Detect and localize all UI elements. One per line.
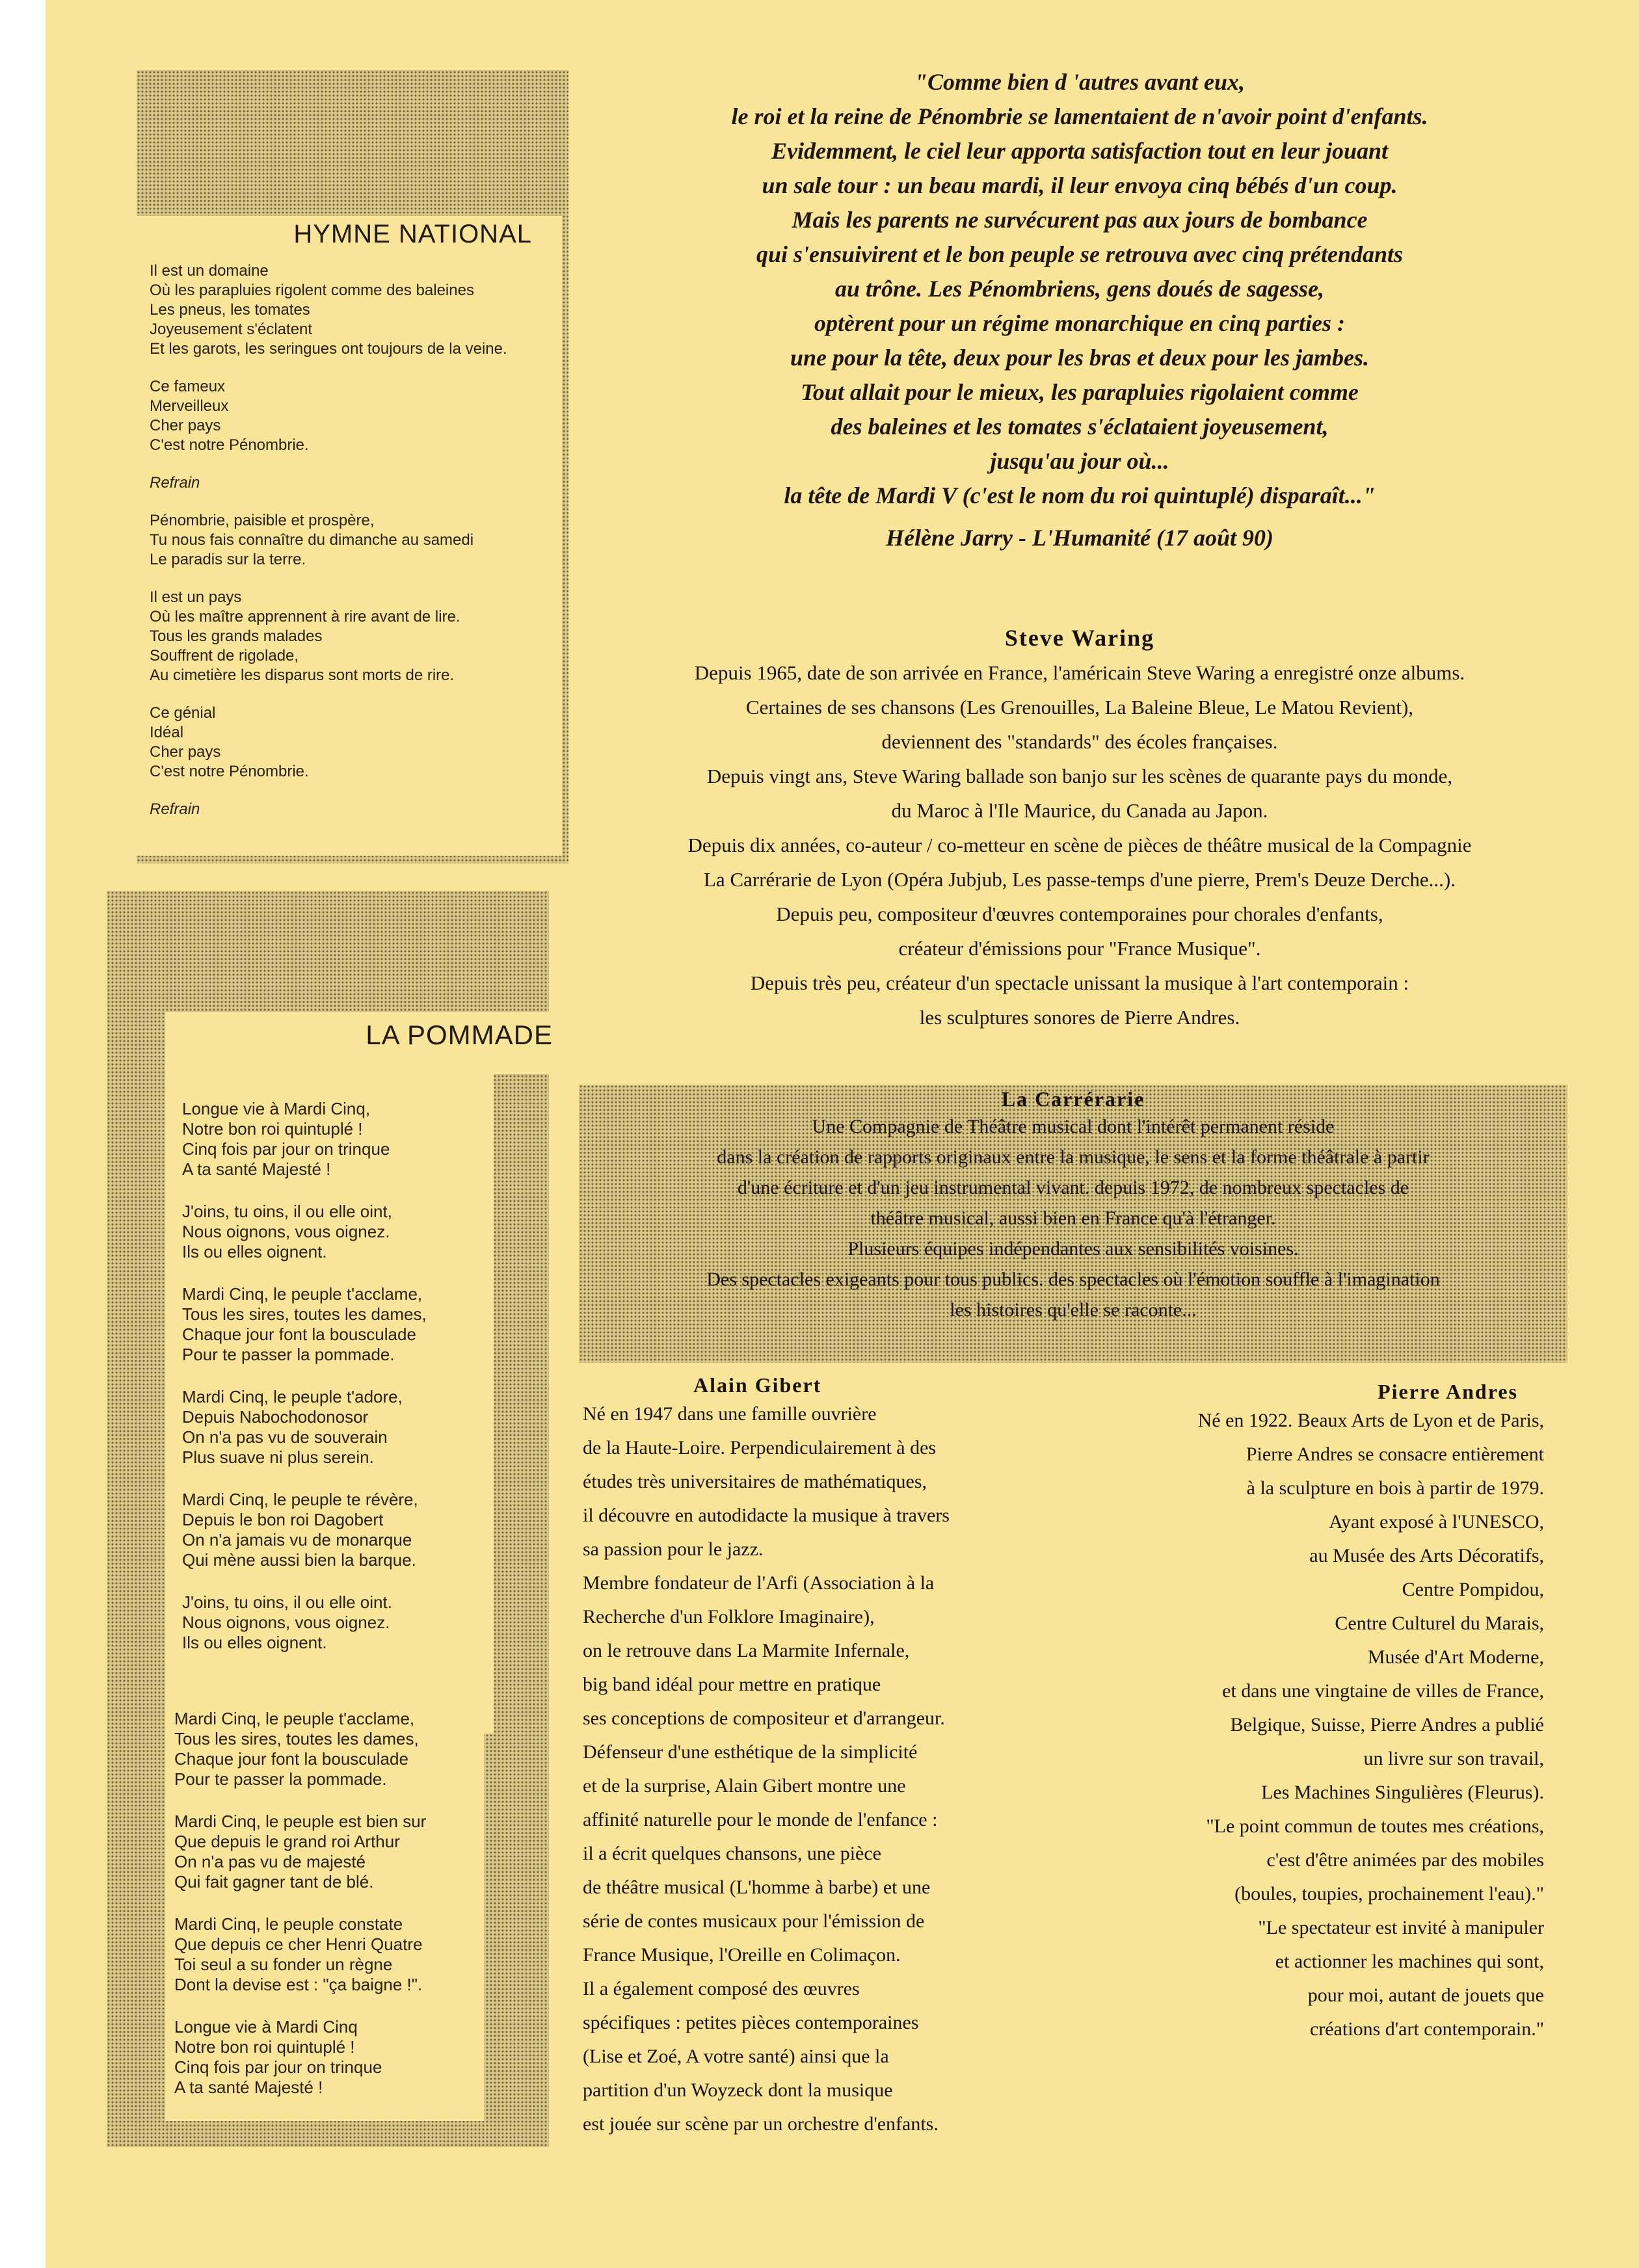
bio-line: Depuis très peu, créateur d'un spectacle unissant la musique à l'art contemporain : (750, 971, 1409, 994)
bio-line: Membre fondateur de l'Arfi (Association à la (583, 1572, 935, 1594)
lyric-line: Que depuis le grand roi Arthur (174, 1832, 400, 1851)
quote-line: au trône. Les Pénombriens, gens doués de sagesse, (834, 276, 1324, 302)
bio-line: Ayant exposé à l'UNESCO, (1329, 1511, 1544, 1533)
lyric-line: Cher pays (150, 417, 221, 434)
bio-line: série de contes musicaux pour l'émission de (583, 1910, 925, 1932)
bio-line: il a écrit quelques chansons, une pièce (583, 1843, 881, 1864)
quote-line: le roi et la reine de Pénombrie se lamentaient de n'avoir point d'enfants. (731, 103, 1428, 129)
bio-line: Né en 1922. Beaux Arts de Lyon et de Paris, (1197, 1410, 1544, 1431)
bio-line: Une Compagnie de Théâtre musical dont l'intérêt permanent réside (812, 1116, 1335, 1137)
bio-line: Depuis peu, compositeur d'œuvres contemporaines pour chorales d'enfants, (776, 903, 1383, 925)
gibert-section (583, 1373, 1077, 2141)
lyric-line: C'est notre Pénombrie. (150, 436, 309, 454)
bio-line: Défenseur d'une esthétique de la simplicité (583, 1741, 918, 1763)
stanza (182, 1099, 488, 1180)
stanza (150, 377, 566, 455)
stanza (150, 588, 566, 685)
bio-line: il découvre en autodidacte la musique à travers (583, 1505, 950, 1526)
bio-line: Né en 1947 dans une famille ouvrière (583, 1403, 877, 1425)
bio-line: du Maroc à l'Ile Maurice, du Canada au Japon. (891, 799, 1268, 822)
bio-line: on le retrouve dans La Marmite Infernale, (583, 1640, 910, 1661)
carrerarie-text (579, 1111, 1567, 1325)
bio-line: créateur d'émissions pour "France Musique". (898, 937, 1261, 960)
bio-line: Musée d'Art Moderne, (1367, 1646, 1544, 1668)
lyric-line: Et les garots, les seringues ont toujours de la veine. (150, 340, 507, 358)
bio-line: Centre Pompidou, (1402, 1579, 1544, 1600)
waring-title: Steve Waring (1004, 625, 1155, 651)
lyric-line: Tu nous fais connaître du dimanche au samedi (150, 531, 474, 549)
lyric-line: Il est un pays (150, 588, 242, 606)
hymne-stanzas-a (150, 261, 566, 455)
lyric-line: J'oins, tu oins, il ou elle oint. (182, 1592, 392, 1612)
lyric-line: Plus suave ni plus serein. (182, 1447, 374, 1467)
stanza (174, 1709, 480, 1789)
quote-line: la tête de Mardi V (c'est le nom du roi quintuplé) disparaît..." (784, 482, 1376, 508)
lyric-line: Qui fait gagner tant de blé. (174, 1872, 374, 1892)
bio-line: France Musique, l'Oreille en Colimaçon. (583, 1944, 901, 1966)
pommade-stanzas-a (182, 1099, 488, 1675)
lyric-line: Mardi Cinq, le peuple constate (174, 1914, 403, 1934)
pressquote-text (585, 65, 1574, 513)
waring-bio (585, 655, 1574, 1035)
lyric-line: Où les parapluies rigolent comme des baleines (150, 282, 474, 299)
lyric-line: Au cimetière les disparus sont morts de rire. (150, 666, 455, 684)
bio-line: les sculptures sonores de Pierre Andres. (919, 1006, 1240, 1029)
quote-line: optèrent pour un régime monarchique en cinq parties : (814, 310, 1346, 336)
bio-line: est jouée sur scène par un orchestre d'enfants. (583, 2113, 939, 2135)
lyric-line: Notre bon roi quintuplé ! (182, 1119, 363, 1139)
bio-line: deviennent des "standards" des écoles françaises. (881, 730, 1278, 753)
bio-line: créations d'art contemporain." (1309, 2018, 1544, 2040)
pommade-lyrics-card-a (165, 1073, 494, 1734)
lyric-line: Pénombrie, paisible et prospère, (150, 512, 375, 529)
lyric-line: Idéal (150, 724, 184, 741)
stanza (174, 1812, 480, 1892)
carrerarie-title: La Carrérarie (1001, 1087, 1145, 1111)
lyric-line: Joyeusement s'éclatent (150, 321, 313, 338)
stanza (182, 1387, 488, 1468)
lyric-line: Notre bon roi quintuplé ! (174, 2037, 355, 2057)
hymne-title: HYMNE NATIONAL (293, 220, 532, 248)
bio-line: pour moi, autant de jouets que (1307, 1984, 1544, 2006)
bio-line: Depuis 1965, date de son arrivée en France, l'américain Steve Waring a enregistré onze albums. (694, 661, 1465, 684)
bio-line: et de la surprise, Alain Gibert montre une (583, 1775, 906, 1797)
bio-line: Centre Culturel du Marais, (1335, 1613, 1544, 1634)
lyric-line: Pour te passer la pommade. (174, 1769, 387, 1789)
quote-line: Tout allait pour le mieux, les parapluies rigolaient comme (801, 379, 1359, 405)
pommade-lyrics-card-b (165, 1700, 484, 2121)
bio-line: Certaines de ses chansons (Les Grenouilles, La Baleine Bleue, Le Matou Revient), (745, 696, 1414, 719)
lyric-line: Ils ou elles oignent. (182, 1633, 327, 1652)
bio-line: de théâtre musical (L'homme à barbe) et une (583, 1877, 931, 1898)
bio-line: "Le point commun de toutes mes créations, (1206, 1815, 1544, 1837)
lyric-line: Le paradis sur la terre. (150, 551, 306, 568)
lyric-line: A ta santé Majesté ! (174, 2077, 323, 2097)
bio-line: au Musée des Arts Décoratifs, (1309, 1545, 1544, 1566)
lyric-line: Pour te passer la pommade. (182, 1345, 395, 1364)
lyric-line: Tous les grands malades (150, 627, 323, 645)
quote-line: un sale tour : un beau mardi, il leur envoya cinq bébés d'un coup. (762, 172, 1398, 198)
pressquote-source: Hélène Jarry - L'Humanité (17 août 90) (886, 525, 1273, 551)
pommade-title-card (165, 1012, 568, 1074)
bio-line: Plusieurs équipes indépendantes aux sensibilités voisines. (847, 1238, 1299, 1259)
lyric-line: Cinq fois par jour on trinque (174, 2057, 382, 2077)
bio-line: Recherche d'un Folklore Imaginaire), (583, 1606, 875, 1628)
bio-line: d'une écriture et d'un jeu instrumental vivant. depuis 1972, de nombreux spectacles de (737, 1177, 1409, 1198)
hymne-refrain-1: Refrain (150, 474, 200, 492)
lyric-line: On n'a pas vu de majesté (174, 1852, 366, 1871)
bio-line: dans la création de rapports originaux entre la musique, le sens et la forme théâtrale à partir (717, 1146, 1430, 1168)
lyric-line: Mardi Cinq, le peuple t'acclame, (182, 1284, 423, 1304)
quote-line: des baleines et les tomates s'éclataient joyeusement, (831, 414, 1329, 440)
lyric-line: Dont la devise est : "ça baigne !". (174, 1975, 423, 1994)
bio-line: partition d'un Woyzeck dont la musique (583, 2079, 893, 2101)
carrerarie-section (579, 1085, 1567, 1325)
bio-line: et dans une vingtaine de villes de France, (1222, 1680, 1544, 1702)
bio-line: affinité naturelle pour le monde de l'enfance : (583, 1809, 938, 1830)
bio-line: c'est d'être animées par des mobiles (1266, 1849, 1544, 1871)
bio-line: big band idéal pour mettre en pratique (583, 1674, 881, 1695)
bio-line: Belgique, Suisse, Pierre Andres a publié (1230, 1714, 1544, 1735)
bio-line: à la sculpture en bois à partir de 1979. (1246, 1477, 1544, 1499)
lyric-line: On n'a jamais vu de monarque (182, 1530, 412, 1549)
pressquote (585, 65, 1574, 555)
bio-line: de la Haute-Loire. Perpendiculairement à des (583, 1437, 937, 1458)
stanza (182, 1202, 488, 1262)
lyric-line: Mardi Cinq, le peuple te révère, (182, 1490, 418, 1509)
lyric-line: Nous oignons, vous oignez. (182, 1613, 390, 1632)
quote-line: qui s'ensuivirent et le bon peuple se retrouva avec cinq prétendants (756, 241, 1403, 267)
bio-line: études très universitaires de mathématiques, (583, 1471, 927, 1492)
lyric-line: Mardi Cinq, le peuple t'adore, (182, 1387, 403, 1406)
bio-line: sa passion pour le jazz. (583, 1538, 764, 1560)
pommade-title: LA POMMADE (366, 1020, 553, 1050)
hymne-lyrics (150, 261, 566, 837)
bio-line: les histoires qu'elle se raconte... (950, 1299, 1197, 1321)
stanza (174, 2017, 480, 2098)
lyric-line: On n'a pas vu de souverain (182, 1427, 388, 1447)
lyric-line: Longue vie à Mardi Cinq (174, 2017, 358, 2037)
bio-line: Il a également composé des œuvres (583, 1978, 860, 1999)
lyric-line: Ce fameux (150, 378, 226, 395)
lyric-line: Depuis Nabochodonosor (182, 1407, 369, 1427)
stanza (174, 1914, 480, 1995)
quote-line: Mais les parents ne survécurent pas aux jours de bombance (792, 207, 1368, 233)
bio-line: Depuis dix années, co-auteur / co-metteur en scène de pièces de théâtre musical de la Compagnie (687, 834, 1472, 856)
quote-line: Evidemment, le ciel leur apporta satisfaction tout en leur jouant (771, 138, 1389, 164)
quote-line: "Comme bien d 'autres avant eux, (914, 69, 1245, 95)
lyric-line: Cher pays (150, 743, 221, 761)
bio-line: théâtre musical, aussi bien en France qu'à l'étranger. (870, 1207, 1276, 1229)
lyric-line: Où les maître apprennent à rire avant de lire. (150, 608, 460, 626)
lyric-line: Mardi Cinq, le peuple t'acclame, (174, 1709, 415, 1728)
stanza (150, 704, 566, 782)
bio-line: (boules, toupies, prochainement l'eau)." (1234, 1883, 1544, 1905)
pommade-stanzas-b (174, 1709, 480, 2120)
lyric-line: Mardi Cinq, le peuple est bien sur (174, 1812, 427, 1831)
bio-line: Les Machines Singulières (Fleurus). (1261, 1782, 1544, 1803)
lyric-line: Que depuis ce cher Henri Quatre (174, 1934, 423, 1954)
lyric-line: Ce génial (150, 704, 216, 722)
stanza (150, 261, 566, 359)
lyric-line: Depuis le bon roi Dagobert (182, 1510, 384, 1529)
bio-line: Des spectacles exigeants pour tous publics. des spectacles où l'émotion souffle à l'imagination (706, 1269, 1440, 1290)
lyric-line: Il est un domaine (150, 262, 269, 280)
bio-line: un livre sur son travail, (1363, 1748, 1544, 1769)
bio-line: (Lise et Zoé, A votre santé) ainsi que la (583, 2046, 889, 2067)
lyric-line: Souffrent de rigolade, (150, 647, 299, 665)
stanza (182, 1284, 488, 1365)
stanza (182, 1490, 488, 1570)
andres-title: Pierre Andres (1378, 1380, 1518, 1403)
lyric-line: Nous oignons, vous oignez. (182, 1222, 390, 1241)
hymne-card (130, 216, 562, 856)
lyric-line: Tous les sires, toutes les dames, (182, 1304, 427, 1324)
bio-line: ses conceptions de compositeur et d'arrangeur. (583, 1708, 945, 1729)
lyric-line: Chaque jour font la bousculade (182, 1325, 416, 1344)
hymne-stanzas-b (150, 511, 566, 782)
gibert-title: Alain Gibert (693, 1373, 822, 1397)
lyric-line: Les pneus, les tomates (150, 301, 310, 319)
bio-line: "Le spectateur est invité à manipuler (1258, 1917, 1544, 1938)
bio-line: La Carrérarie de Lyon (Opéra Jubjub, Les passe-temps d'une pierre, Prem's Deuze Derche...). (704, 868, 1456, 891)
quote-line: jusqu'au jour où... (990, 448, 1169, 474)
bio-line: spécifiques : petites pièces contemporaines (583, 2012, 919, 2033)
lyric-line: A ta santé Majesté ! (182, 1159, 331, 1179)
andres-bio (1080, 1404, 1544, 2046)
lyric-line: Longue vie à Mardi Cinq, (182, 1099, 371, 1118)
hymne-refrain-2: Refrain (150, 800, 200, 818)
bio-line: et actionner les machines qui sont, (1275, 1951, 1544, 1972)
lyric-line: Chaque jour font la bousculade (174, 1749, 408, 1769)
lyric-line: Cinq fois par jour on trinque (182, 1139, 390, 1159)
waring-section (585, 624, 1574, 1035)
lyric-line: Merveilleux (150, 397, 229, 415)
lyric-line: Qui mène aussi bien la barque. (182, 1550, 416, 1570)
lyric-line: J'oins, tu oins, il ou elle oint, (182, 1202, 392, 1221)
lyric-line: Tous les sires, toutes les dames, (174, 1729, 419, 1748)
lyric-line: Ils ou elles oignent. (182, 1242, 327, 1261)
andres-section (1080, 1380, 1544, 2046)
stanza (182, 1592, 488, 1653)
lyric-line: Toi seul a su fonder un règne (174, 1955, 393, 1974)
stanza (150, 511, 566, 570)
bio-line: Depuis vingt ans, Steve Waring ballade son banjo sur les scènes de quarante pays du monde, (706, 765, 1453, 787)
gibert-bio (583, 1397, 1077, 2141)
bio-line: Pierre Andres se consacre entièrement (1246, 1444, 1544, 1465)
quote-line: une pour la tête, deux pour les bras et deux pour les jambes. (790, 345, 1370, 371)
lyric-line: C'est notre Pénombrie. (150, 763, 309, 780)
